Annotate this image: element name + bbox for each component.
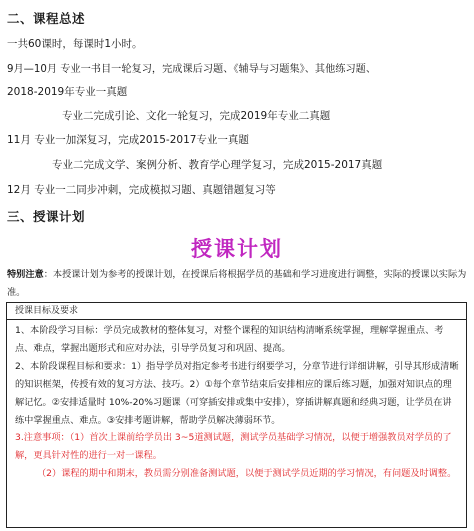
plan-title: 授课计划	[191, 236, 283, 261]
plan-goals-header: 授课目标及要求	[7, 303, 466, 320]
sep-oct-line-cont: 2018-2019年专业一真题	[7, 86, 128, 98]
goal-item-3: 3.注意事项：（1）首次上课前给学员出 3~5道测试题，测试学员基础学习情况，以便于增强教员对学员的了解，更具针对性的进行一对一课程。	[15, 432, 452, 462]
plan-goals-table	[6, 302, 467, 528]
total-hours-line: 一共60课时，每课时1小时。	[7, 38, 143, 50]
section-heading-overview: 二、课程总述	[7, 11, 86, 26]
goal-item-1: 1、本阶段学习目标：学员完成教材的整体复习，对整个课程的知识结构清晰系统掌握，理解掌握重点、考点、难点，掌握出题形式和应对办法，引导学员复习和巩固、提高。	[15, 325, 444, 354]
special-note	[7, 266, 467, 302]
section-heading-plan: 三、授课计划	[7, 209, 86, 224]
nov-line: 11月 专业一加深复习，完成2015-2017专业一真题	[7, 134, 249, 146]
nov-subject2-line: 专业二完成文学、案例分析、教育学心理学复习，完成2015-2017真题	[52, 159, 383, 171]
sep-oct-subject2-line: 专业二完成引论、文化一轮复习，完成2019年专业二真题	[62, 110, 331, 122]
special-note-label: 特别注意	[7, 269, 44, 280]
sep-oct-line: 9月—10月 专业一书目一轮复习，完成课后习题、《辅导与习题集》、其他练习题、	[7, 64, 377, 75]
special-note-text: ：本授课计划为参考的授课计划，在授课后将根据学员的基础和学习进度进行调整，实际的授课以实际为准。	[7, 269, 467, 298]
dec-line: 12月 专业一二同步冲刺，完成模拟习题、真题错题复习等	[7, 184, 276, 196]
plan-goals-body	[7, 321, 466, 527]
goal-item-4: （2）课程的期中和期末，教员需分别准备测试题，以便于测试学员近期的学习情况，有问题及时调整。	[37, 468, 457, 480]
goal-item-2: 2、本阶段课程目标和要求：1）指导学员对指定参考书进行纲要学习，分章节进行详细讲解，引导其形成清晰的知识框架，传授有效的复习方法、技巧。2）①每个章节结束后安排相应的课后练习题，加强对知识点的理解记忆。②安排适量时 10%-20%习题课（可穿插安排或集中安排），穿插讲解真题和经典习题，让学员在讲练中掌握重点、难点。③安排考题讲解，帮助学员解决薄弱环节。	[15, 360, 459, 426]
